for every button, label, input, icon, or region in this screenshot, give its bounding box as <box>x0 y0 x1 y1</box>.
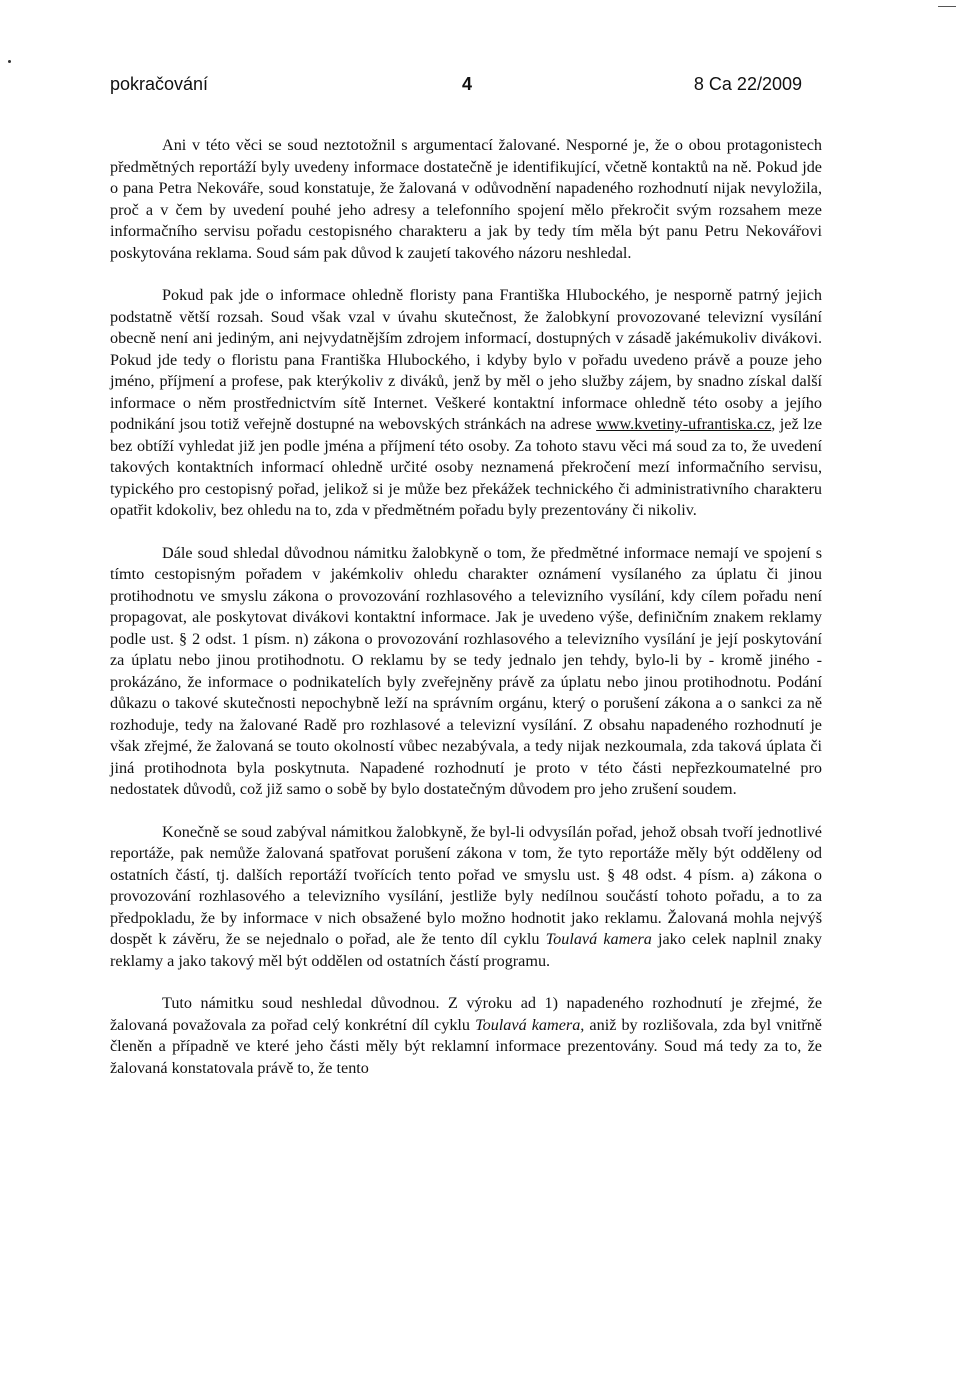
paragraph: Ani v této věci se soud neztotožnil s argumentací žalované. Nesporné je, že o obou protagonistech předmětných reportáží byly uvedeny informace dostatečně je identifikující, včetně kontaktů na ně. Pokud jde o pana Petra Nekováře, soud konstatuje, že žalovaná v odůvodnění napadeného rozhodnutí nijak nevyložila, proč a v čem by uvedení pouhé jeho adresy a telefonního spojení mělo překročit svým rozsahem meze informačního servisu pořadu cestopisného charakteru a jak by tedy tím měla být panu Petru Nekovářovi poskytována reklama. Soud sám pak důvod k zaujetí takového názoru neshledal. <box>110 136 822 262</box>
website-link[interactable]: www.kvetiny-ufrantiska.cz <box>596 415 772 433</box>
scan-artifact-dot <box>8 60 11 63</box>
paragraph-text: aniž by rozlišovala, zda byl vnitřně členěn a případně ve které jeho části měly být reklamní informace prezentovány. Soud má tedy za to, že žalovaná konstatovala právě to, že tento <box>110 1015 822 1077</box>
paragraph-text: jako celek naplnil znaky reklamy a jako takový měl být oddělen od ostatních částí programu. <box>110 930 823 970</box>
paragraph-text: Tuto námitku soud neshledal důvodnou. Z výroku ad 1) napadeného rozhodnutí je zřejmé, že žalovaná považovala za pořad celý konkrétní díl cyklu <box>110 994 822 1034</box>
header-continuation: pokračování <box>110 74 209 94</box>
paragraph-text: , jež lze bez obtíží vyhledat již jen podle jména a příjmení této osoby. Za tohoto stavu věci má soud za to, že uvedení takových kontaktních informací ohledně určité osoby neznamená překročení mezí informačního servisu, typického pro cestopisný pořad, jelikož si je může bez překážek technického či administrativního charakteru opatřit kdokoliv, bez ohledu na to, zda v předmětném pořadu byly prezentovány či nikoliv. <box>110 415 823 519</box>
document-body <box>110 135 822 1100</box>
paragraph-text: Konečně se soud zabýval námitkou žalobkyně, že byl-li odvysílán pořad, jehož obsah tvoří jednotlivé reportáže, pak nemůže žalovaná spatřovat porušení zákona v tom, že tyto reportáže měly být odděleny od ostatních částí, tj. dalších reportáží tvořících tento pořad ve smyslu ust. § 48 odst. 4 písm. a) zákona o provozování rozhlasového a televizního vysílání, jestliže byly nedílnou součástí tohoto pořadu, a to za předpokladu, že by informace v nich obsažené bylo možno hodnotit jako reklamu. Žalovaná mohla nejvýš dospět k závěru, že se nejednalo o pořad, ale že tento díl cyklu <box>110 822 822 948</box>
paragraph-text: Pokud pak jde o informace ohledně floristy pana Františka Hlubockého, je nesporně patrný jejich podstatně větší rozsah. Soud však vzal v úvahu skutečnost, že žalobkyní provozované televizní vysílání obecně není ani jediným, ani nejvydatnějším zdrojem informací, dostupných v zásadě jakémukoliv divákovi. Pokud jde tedy o floristu pana Františka Hlubockého, i kdyby bylo v pořadu uvedeno právě a pouze jeho jméno, příjmení a profese, pak kterýkoliv z diváků, jenž by měl o jeho služby zájem, by snadno získal další informace o něm prostřednictvím sítě Internet. Veškeré kontaktní informace ohledně této osoby a jejího podnikání jsou totiž veřejně dostupné na webovských stránkách na adrese <box>110 286 822 433</box>
scan-artifact-dash <box>938 6 956 7</box>
paragraph <box>110 822 822 973</box>
paragraph: Dále soud shledal důvodnou námitku žalobkyně o tom, že předmětné informace nemají ve spojení s tímto cestopisným pořadem v jakémkoliv ohledu charakter oznámení vysílaného za úplatu či jinou protihodnotu ve smyslu zákona o provozování rozhlasového a televizního vysílání, kdy cílem pořadu není propagovat, ale poskytovat divákovi kontaktní informace. Jak je uvedeno výše, definičním znakem reklamy podle ust. § 2 odst. 1 písm. n) zákona o provozování rozhlasového a televizního vysílání je její poskytování za úplatu nebo jinou protihodnotu. O reklamu by se tedy jednalo jen tehdy, bylo-li by - kromě jiného - prokázáno, že informace o podnikatelích byly zveřejněny právě za úplatu nebo jinou protihodnotu. Podání důkazu o takové skutečnosti nepochybně leží na správním orgánu, který o porušení zákona a o sankci za ně rozhoduje, tedy na žalované Radě pro rozhlasové a televizní vysílání. Z obsahu napadeného rozhodnutí je však zřejmé, že žalovaná se touto okolností vůbec nezabývala, a tedy nijak nezkoumala, zda taková úplata či jiná protihodnota byla poskytnuta. Napadené rozhodnutí je proto v této části nepřezkoumatelné pro nedostatek důvodů, což již samo o sobě by bylo dostatečným důvodem pro jeho zrušení soudem. <box>110 543 822 798</box>
program-title: Toulavá kamera, <box>475 1015 585 1034</box>
paragraph <box>110 993 822 1079</box>
case-number: 8 Ca 22/2009 <box>693 74 802 94</box>
paragraph <box>110 285 822 522</box>
page-header <box>110 74 802 104</box>
page-number: 4 <box>462 74 473 94</box>
program-title: Toulavá kamera <box>545 930 652 948</box>
